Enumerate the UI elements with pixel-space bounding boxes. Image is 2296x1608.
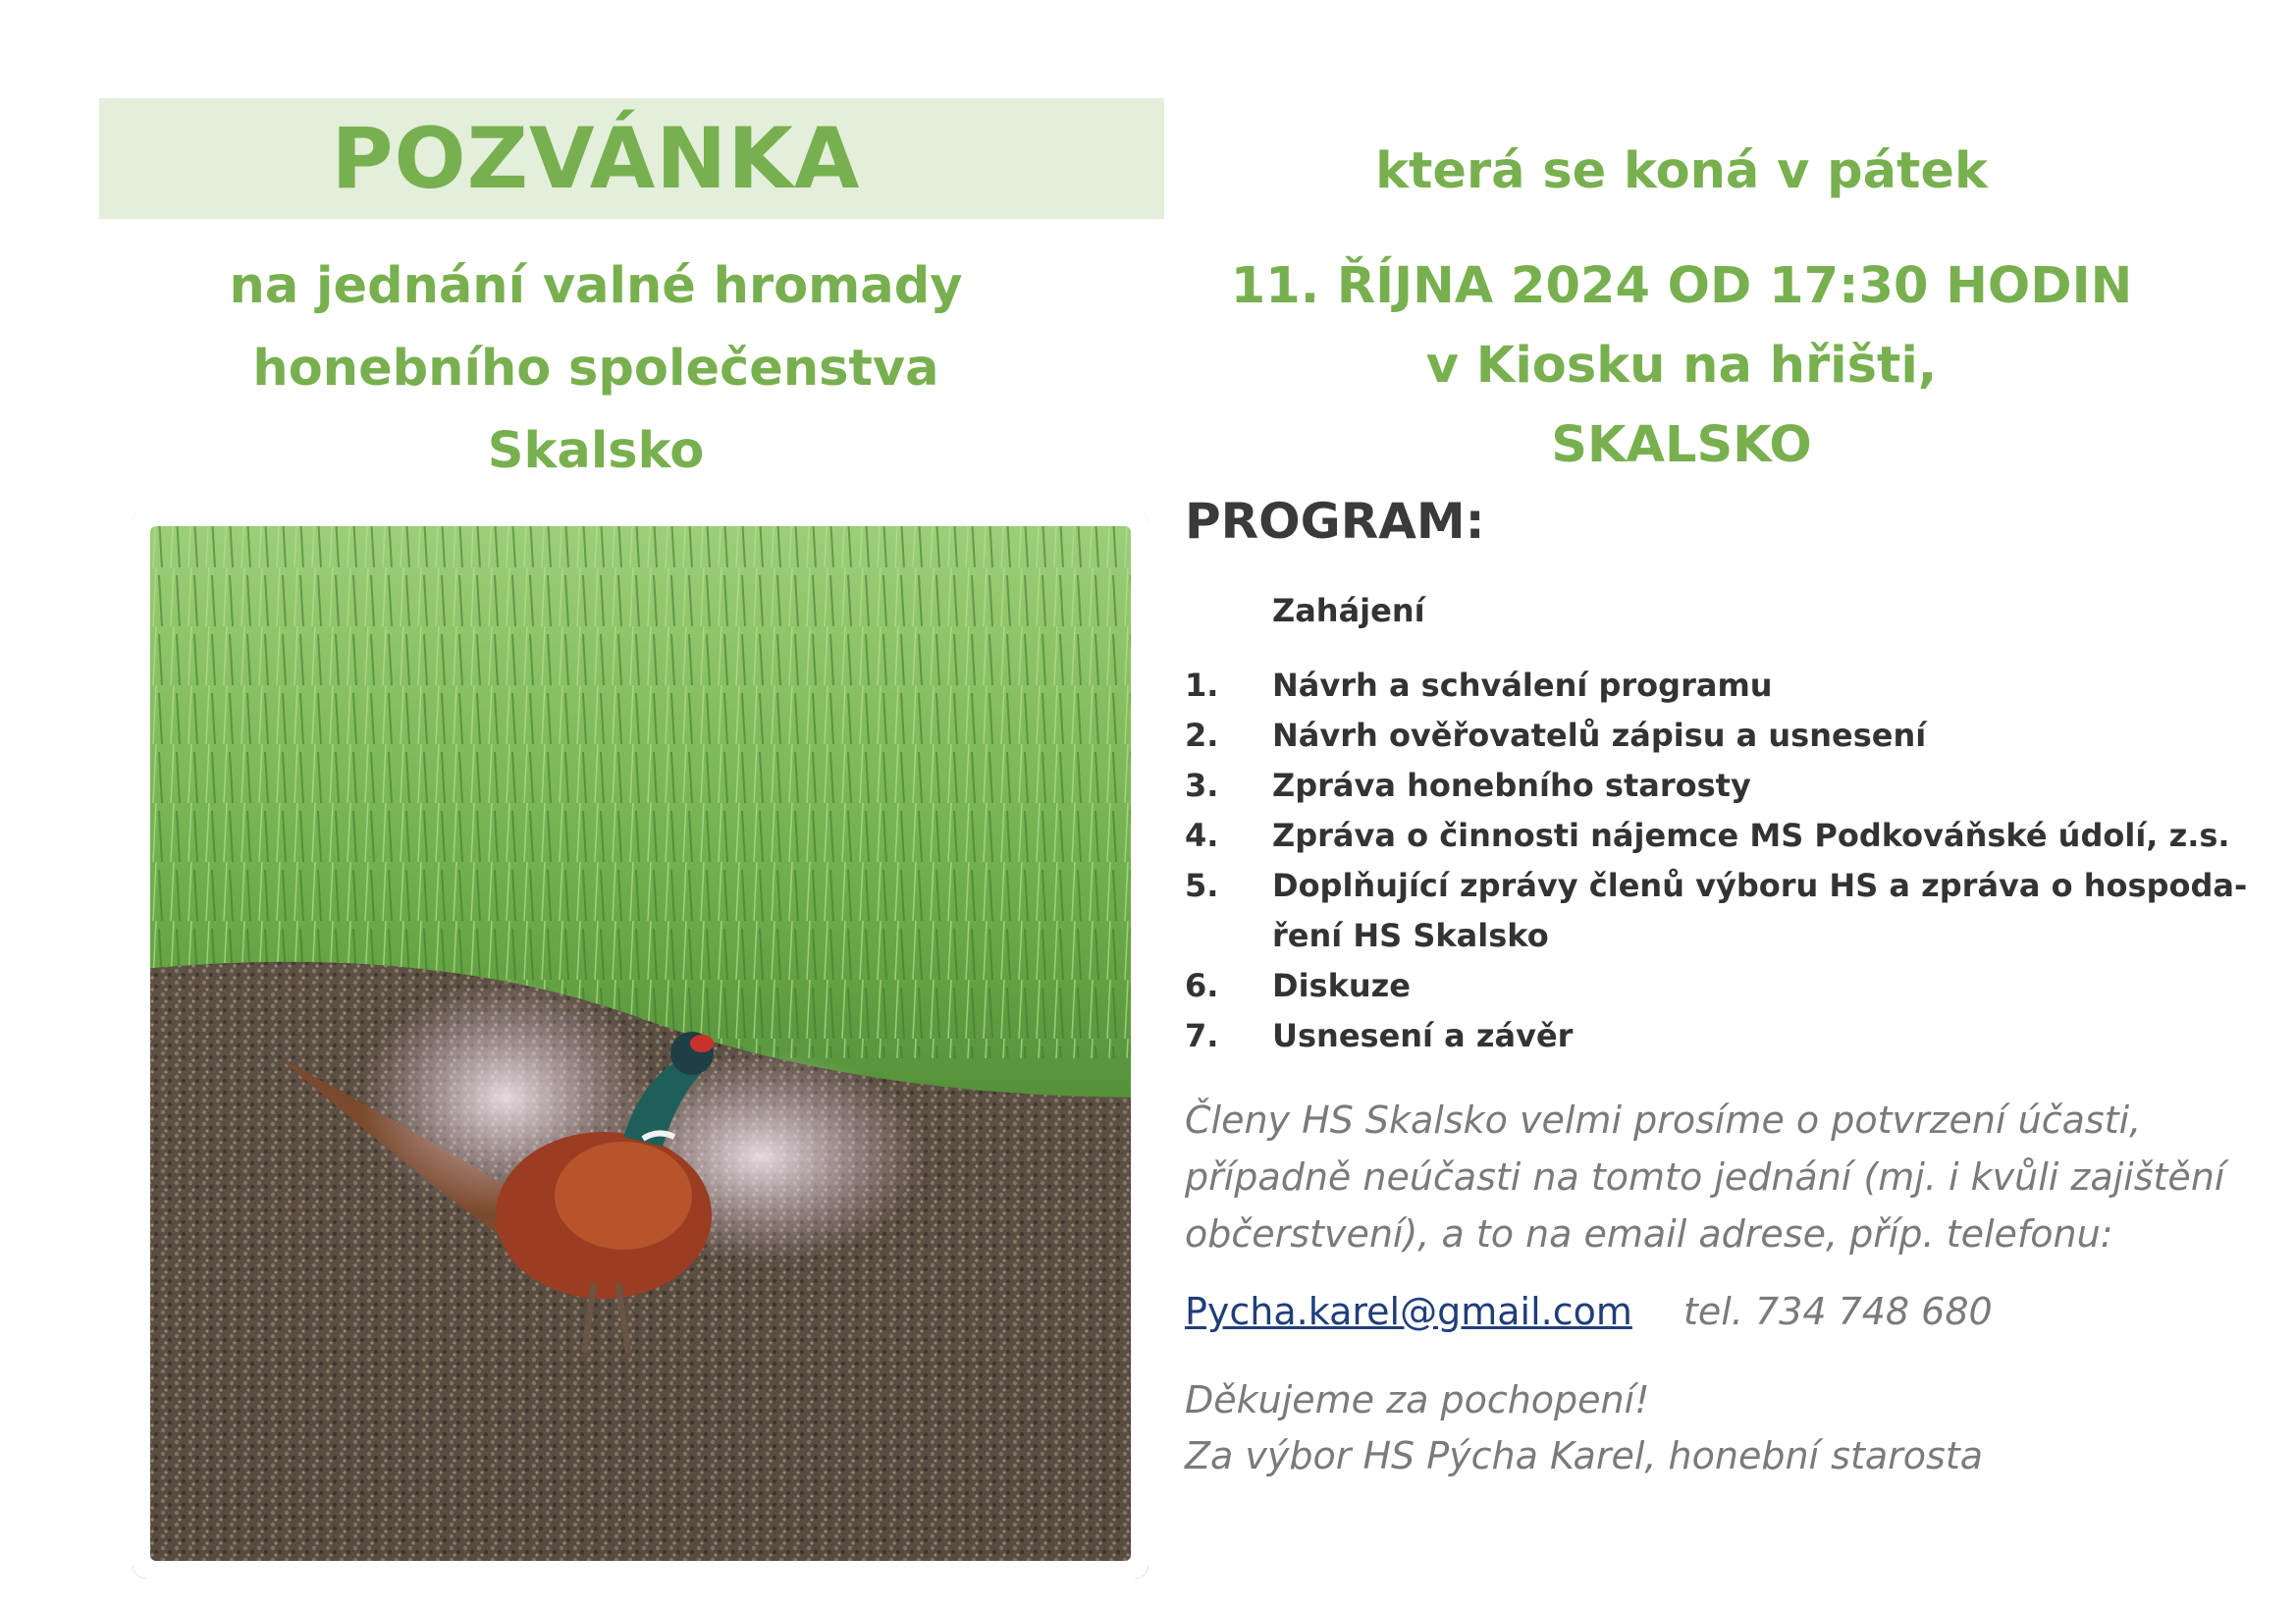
item-text: Návrh a schválení programu	[1272, 667, 1773, 704]
item-text: Usnesení a závěr	[1272, 1017, 1574, 1054]
list-item	[1185, 761, 2247, 811]
event-place: SKALSKO	[1551, 416, 1812, 474]
event-date: 11. ŘÍJNA 2024 OD 17:30 HODIN	[1230, 257, 2133, 315]
note-line: občerstvení), a to na email adrese, příp. telefonu:	[1185, 1212, 2113, 1256]
note-line: Členy HS Skalsko velmi prosíme o potvrzení účasti,	[1185, 1099, 2142, 1142]
program-opening: Zahájení	[1272, 592, 1425, 629]
email-link[interactable]: Pycha.karel@gmail.com	[1185, 1290, 1632, 1333]
list-item	[1185, 961, 2247, 1011]
event-details	[1183, 246, 2180, 485]
subtitle-line: na jednání valné hromady	[229, 257, 963, 315]
subtitle-line: honebního společenstva	[252, 340, 939, 398]
pheasant-photo-illustration	[133, 509, 1148, 1579]
invitation-subtitle	[99, 245, 1093, 493]
item-text: Doplňující zprávy členů výboru HS a zpráva o hospoda-	[1272, 867, 2248, 904]
note-line: případně neúčasti na tomto jednání (mj. i kvůli zajištění	[1185, 1155, 2225, 1199]
event-intro: která se koná v pátek	[1375, 142, 1988, 200]
contact-line	[1185, 1290, 1993, 1333]
phone-number: tel. 734 748 680	[1682, 1290, 1993, 1333]
item-text-continued: ření HS Skalsko	[1272, 917, 1549, 954]
item-text: Zpráva honebního starosty	[1272, 767, 1751, 804]
list-item	[1185, 811, 2247, 861]
item-text: Diskuze	[1272, 967, 1411, 1004]
program-list	[1185, 661, 2247, 1061]
item-number: 4.	[1185, 817, 1219, 854]
thanks-text: Děkujeme za pochopení!	[1185, 1378, 1650, 1421]
subtitle-line: Skalsko	[487, 422, 705, 480]
signature-text: Za výbor HS Pýcha Karel, honební starosta	[1185, 1434, 1984, 1477]
list-item	[1185, 861, 2247, 961]
item-text: Zpráva o činnosti nájemce MS Podkováňské údolí, z.s.	[1272, 817, 2230, 854]
event-venue: v Kiosku na hřišti,	[1425, 337, 1938, 395]
item-number: 1.	[1185, 667, 1219, 704]
list-item	[1185, 661, 2247, 711]
program-heading: PROGRAM:	[1185, 493, 1485, 550]
rsvp-note	[1185, 1092, 2224, 1262]
item-text: Návrh ověřovatelů zápisu a usnesení	[1272, 717, 1927, 754]
item-number: 5.	[1185, 867, 1219, 904]
item-number: 6.	[1185, 967, 1219, 1004]
list-item	[1185, 711, 2247, 761]
list-item	[1185, 1011, 2247, 1061]
page-title: POZVÁNKA	[331, 110, 861, 208]
item-number: 3.	[1185, 767, 1219, 804]
item-number: 2.	[1185, 717, 1219, 754]
item-number: 7.	[1185, 1017, 1219, 1054]
pheasant-photo	[133, 509, 1148, 1579]
closing	[1185, 1372, 1983, 1484]
